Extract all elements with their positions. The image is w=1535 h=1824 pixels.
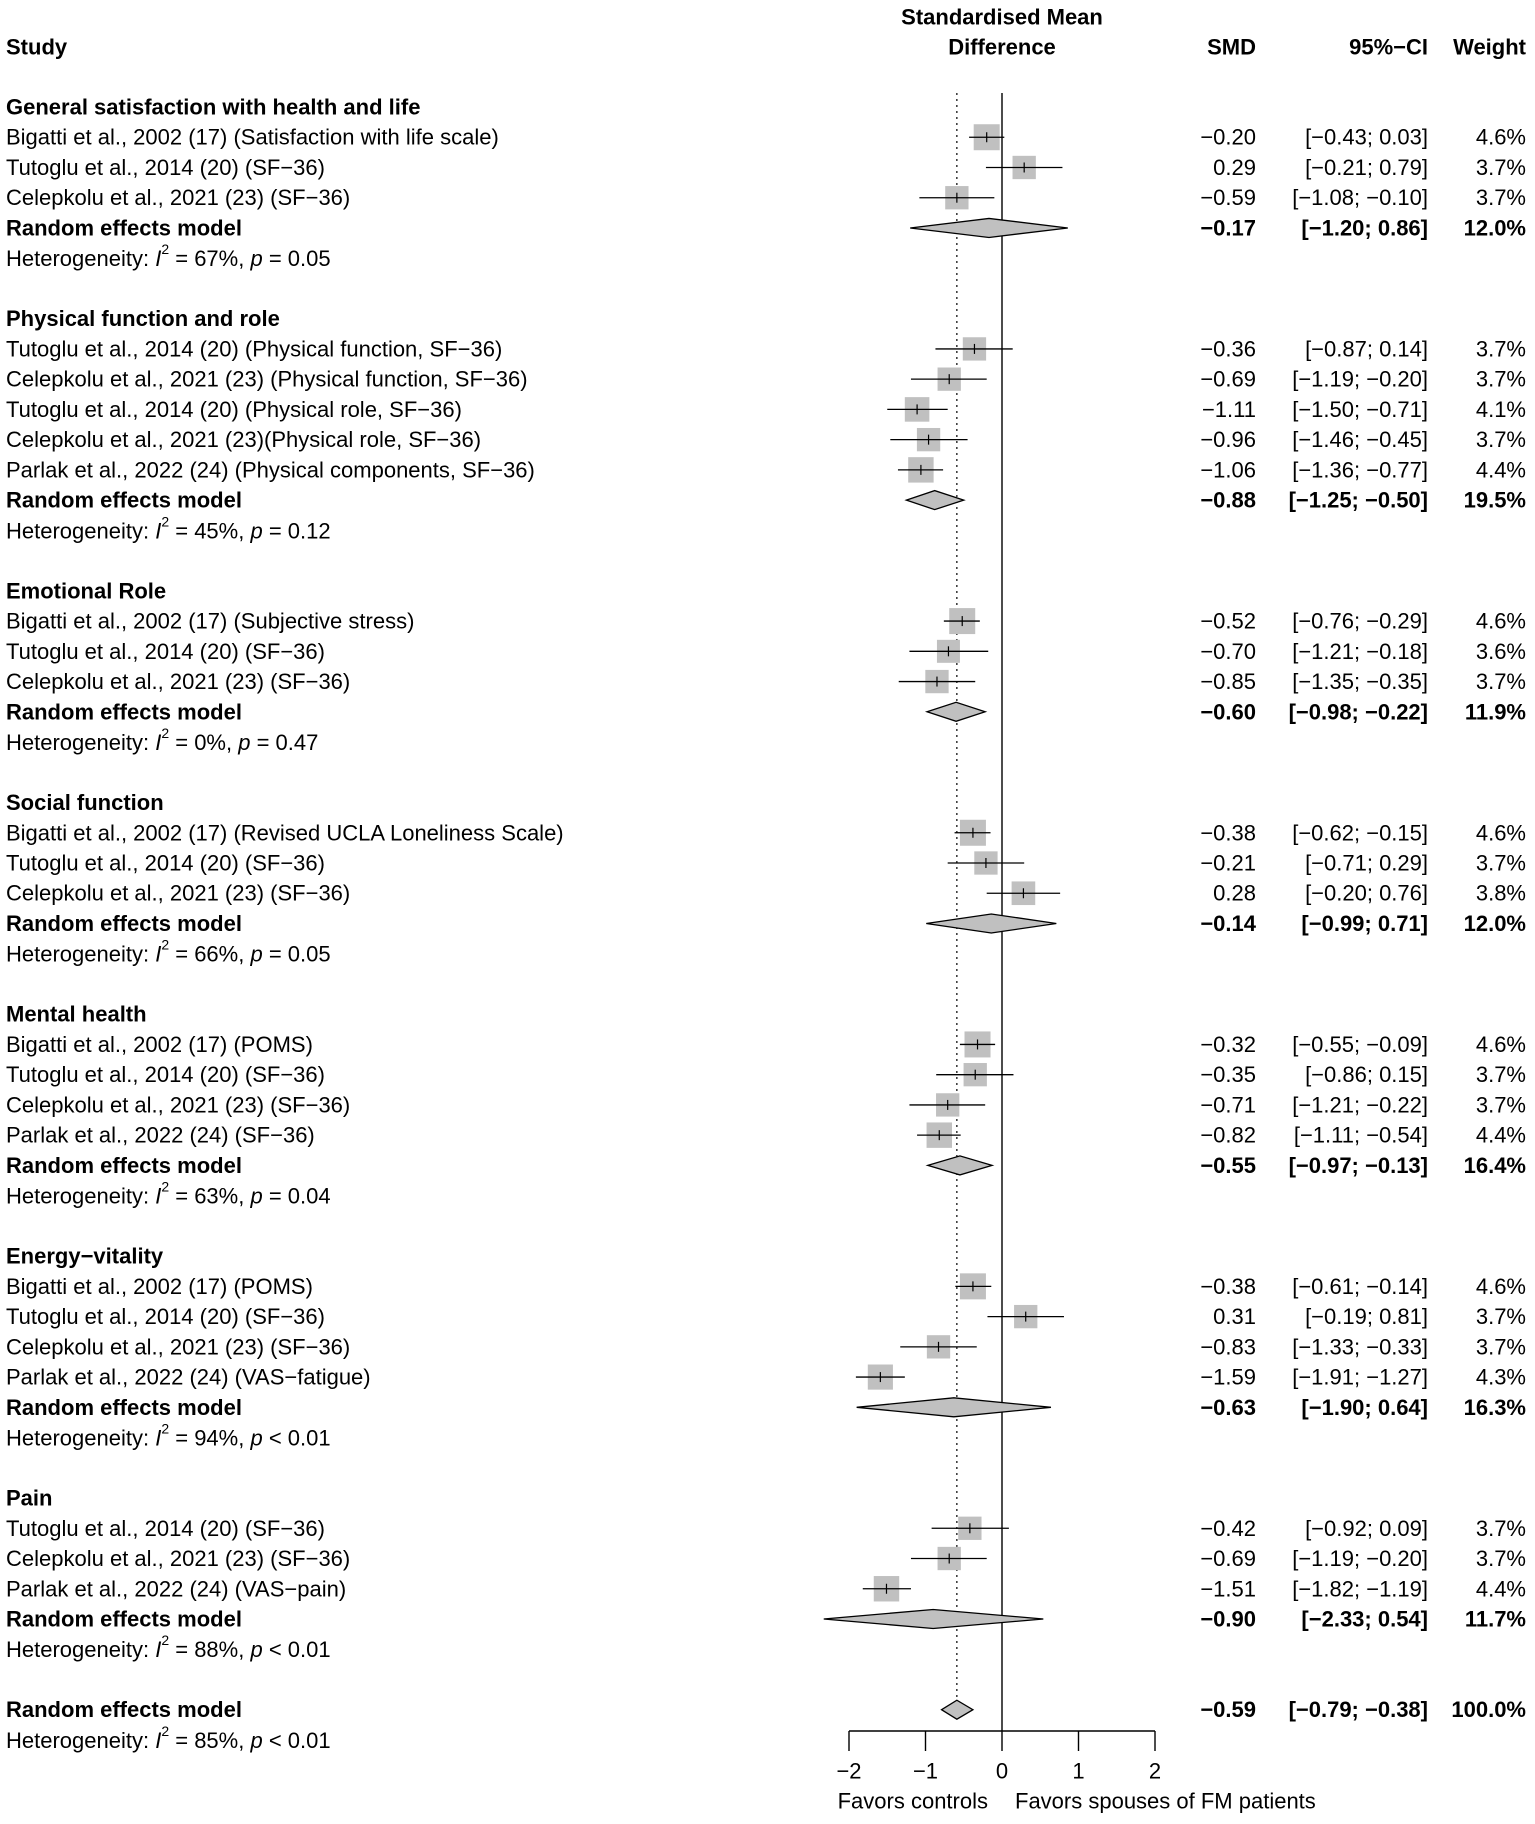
weight-value: 3.7% <box>1475 669 1526 695</box>
weight-value: 3.6% <box>1475 638 1526 664</box>
study-label: Bigatti et al., 2002 (17) (Satisfaction with life scale) <box>6 124 499 150</box>
ci-value: [−1.82; −1.19] <box>1292 1576 1428 1602</box>
het-i: I <box>155 941 162 967</box>
subgroup-title: Physical function and role <box>6 306 280 332</box>
subgroup-diamond <box>928 1156 992 1175</box>
study-label: Bigatti et al., 2002 (17) (Subjective stress) <box>6 608 415 634</box>
het-prefix: Heterogeneity: <box>6 517 156 543</box>
smd-value: −0.60 <box>1200 699 1256 725</box>
het-sup: 2 <box>161 1632 170 1649</box>
het-pval: = 0.05 <box>262 245 331 271</box>
ci-value: [−1.11; −0.54] <box>1293 1122 1428 1148</box>
ci-value: [−0.43; 0.03] <box>1305 124 1428 150</box>
het-pval: = 0.47 <box>250 729 319 755</box>
ci-value: [−0.99; 0.71] <box>1301 910 1428 936</box>
x-tick-label: 2 <box>1148 1758 1162 1784</box>
het-prefix: Heterogeneity: <box>6 245 156 271</box>
smd-value: −0.82 <box>1200 1122 1256 1148</box>
study-label: Celepkolu et al., 2021 (23) (Physical function, SF−36) <box>6 366 528 392</box>
het-p: p <box>250 941 263 967</box>
het-i: I <box>155 1636 162 1662</box>
het-rest: = 88%, <box>169 1636 251 1662</box>
ci-value: [−0.79; −0.38] <box>1288 1697 1428 1723</box>
weight-value: 3.7% <box>1475 1334 1526 1360</box>
smd-value: −1.06 <box>1200 457 1256 483</box>
subgroup-title: General satisfaction with health and life <box>6 94 421 120</box>
heterogeneity-text <box>6 1421 331 1451</box>
het-pval: < 0.01 <box>262 1727 331 1753</box>
random-effects-label: Random effects model <box>6 1152 242 1178</box>
het-p: p <box>250 1425 263 1451</box>
weight-value: 3.7% <box>1475 366 1526 392</box>
header-effect-line1: Standardised Mean <box>901 4 1103 30</box>
het-sup: 2 <box>161 241 170 258</box>
ci-value: [−0.98; −0.22] <box>1288 699 1428 725</box>
smd-value: 0.31 <box>1213 1304 1256 1330</box>
study-label: Celepkolu et al., 2021 (23) (SF−36) <box>6 669 351 695</box>
study-label: Tutoglu et al., 2014 (20) (SF−36) <box>6 638 325 664</box>
study-label: Tutoglu et al., 2014 (20) (SF−36) <box>6 850 325 876</box>
het-p: p <box>250 1183 263 1209</box>
study-label: Tutoglu et al., 2014 (20) (SF−36) <box>6 154 325 180</box>
random-effects-label: Random effects model <box>6 487 242 513</box>
heterogeneity-text <box>6 1179 331 1209</box>
heterogeneity-text <box>6 241 331 271</box>
weight-value: 12.0% <box>1463 215 1526 241</box>
smd-value: −0.71 <box>1200 1092 1256 1118</box>
het-i: I <box>155 1183 162 1209</box>
ci-value: [−0.97; −0.13] <box>1288 1152 1428 1178</box>
heterogeneity-text <box>6 1632 331 1662</box>
ci-value: [−1.25; −0.50] <box>1288 487 1428 513</box>
weight-value: 3.8% <box>1475 880 1526 906</box>
weight-value: 3.7% <box>1475 185 1526 211</box>
het-p: p <box>250 1727 263 1753</box>
weight-value: 3.7% <box>1475 154 1526 180</box>
header-ci: 95%−CI <box>1349 34 1428 60</box>
study-label: Celepkolu et al., 2021 (23) (SF−36) <box>6 880 351 906</box>
study-label: Bigatti et al., 2002 (17) (POMS) <box>6 1273 313 1299</box>
favors-left-label: Favors controls <box>837 1788 988 1814</box>
weight-value: 4.1% <box>1475 396 1526 422</box>
het-i: I <box>155 1727 162 1753</box>
het-pval: < 0.01 <box>262 1425 331 1451</box>
smd-value: −0.70 <box>1200 638 1256 664</box>
study-label: Tutoglu et al., 2014 (20) (SF−36) <box>6 1515 325 1541</box>
ci-value: [−0.71; 0.29] <box>1305 850 1428 876</box>
subgroup-diamond <box>926 914 1056 933</box>
weight-value: 4.6% <box>1475 124 1526 150</box>
het-sup: 2 <box>161 1178 170 1195</box>
random-effects-label: Random effects model <box>6 910 242 936</box>
smd-value: −0.38 <box>1200 1273 1256 1299</box>
smd-value: −0.17 <box>1200 215 1256 241</box>
het-sup: 2 <box>161 1722 170 1739</box>
x-tick-label: 0 <box>995 1758 1009 1784</box>
subgroup-title: Mental health <box>6 1001 147 1027</box>
ci-value: [−1.21; −0.22] <box>1292 1092 1428 1118</box>
weight-value: 3.7% <box>1475 1092 1526 1118</box>
study-label: Parlak et al., 2022 (24) (Physical components, SF−36) <box>6 457 535 483</box>
weight-value: 11.7% <box>1464 1606 1526 1632</box>
study-label: Celepkolu et al., 2021 (23) (SF−36) <box>6 1546 351 1572</box>
het-sup: 2 <box>161 936 170 953</box>
subgroup-diamond <box>857 1398 1051 1417</box>
smd-value: −1.11 <box>1201 396 1256 422</box>
study-label: Bigatti et al., 2002 (17) (Revised UCLA Loneliness Scale) <box>6 820 564 846</box>
ci-value: [−0.55; −0.09] <box>1292 1031 1428 1057</box>
header-study: Study <box>6 34 68 60</box>
weight-value: 4.4% <box>1475 1122 1526 1148</box>
weight-value: 4.4% <box>1475 1576 1526 1602</box>
smd-value: −0.32 <box>1200 1031 1256 1057</box>
het-pval: = 0.04 <box>262 1183 331 1209</box>
x-tick-label: 1 <box>1072 1758 1085 1784</box>
subgroup-title: Pain <box>6 1485 53 1511</box>
het-i: I <box>155 1425 162 1451</box>
weight-value: 3.7% <box>1475 1062 1526 1088</box>
favors-right-label: Favors spouses of FM patients <box>1015 1788 1316 1814</box>
het-sup: 2 <box>161 725 170 742</box>
smd-value: −0.55 <box>1200 1152 1256 1178</box>
weight-value: 3.7% <box>1475 427 1526 453</box>
smd-value: −1.51 <box>1200 1576 1256 1602</box>
smd-value: −0.90 <box>1200 1606 1256 1632</box>
subgroup-diamond <box>910 218 1068 237</box>
smd-value: −0.88 <box>1200 487 1256 513</box>
weight-value: 4.6% <box>1475 820 1526 846</box>
smd-value: −0.14 <box>1200 910 1256 936</box>
het-pval: < 0.01 <box>262 1636 331 1662</box>
study-label: Parlak et al., 2022 (24) (SF−36) <box>6 1122 315 1148</box>
weight-value: 4.6% <box>1475 1031 1526 1057</box>
heterogeneity-text <box>6 513 331 543</box>
smd-value: −0.69 <box>1200 366 1256 392</box>
ci-value: [−1.19; −0.20] <box>1292 366 1428 392</box>
weight-value: 16.4% <box>1463 1152 1526 1178</box>
weight-value: 11.9% <box>1464 699 1526 725</box>
het-i: I <box>155 517 162 543</box>
smd-value: −0.42 <box>1200 1515 1256 1541</box>
ci-value: [−1.46; −0.45] <box>1292 427 1428 453</box>
weight-value: 4.6% <box>1475 608 1526 634</box>
het-rest: = 85%, <box>169 1727 251 1753</box>
smd-value: −1.59 <box>1200 1364 1256 1390</box>
ci-value: [−1.33; −0.33] <box>1292 1334 1428 1360</box>
study-label: Celepkolu et al., 2021 (23)(Physical role, SF−36) <box>6 427 482 453</box>
ci-value: [−0.86; 0.15] <box>1305 1062 1428 1088</box>
study-label: Celepkolu et al., 2021 (23) (SF−36) <box>6 1334 351 1360</box>
ci-value: [−0.19; 0.81] <box>1305 1304 1428 1330</box>
weight-value: 16.3% <box>1463 1394 1526 1420</box>
heterogeneity-text <box>6 725 318 755</box>
ci-value: [−1.08; −0.10] <box>1292 185 1428 211</box>
het-rest: = 67%, <box>169 245 251 271</box>
study-label: Tutoglu et al., 2014 (20) (Physical function, SF−36) <box>6 336 503 362</box>
ci-value: [−1.90; 0.64] <box>1301 1394 1428 1420</box>
smd-value: −0.83 <box>1200 1334 1256 1360</box>
het-p: p <box>250 517 263 543</box>
study-label: Celepkolu et al., 2021 (23) (SF−36) <box>6 185 351 211</box>
het-prefix: Heterogeneity: <box>6 1727 156 1753</box>
study-label: Tutoglu et al., 2014 (20) (Physical role, SF−36) <box>6 396 462 422</box>
ci-value: [−0.21; 0.79] <box>1305 154 1428 180</box>
smd-value: −0.52 <box>1200 608 1256 634</box>
ci-value: [−0.87; 0.14] <box>1305 336 1428 362</box>
weight-value: 19.5% <box>1463 487 1526 513</box>
weight-value: 4.4% <box>1475 457 1526 483</box>
smd-value: −0.36 <box>1200 336 1256 362</box>
header-smd: SMD <box>1207 34 1256 60</box>
study-label: Tutoglu et al., 2014 (20) (SF−36) <box>6 1304 325 1330</box>
x-tick-label: −1 <box>912 1758 939 1784</box>
smd-value: −0.85 <box>1200 669 1256 695</box>
smd-value: −0.20 <box>1200 124 1256 150</box>
ci-value: [−0.61; −0.14] <box>1292 1273 1428 1299</box>
header-weight: Weight <box>1453 34 1526 60</box>
smd-value: 0.29 <box>1213 154 1256 180</box>
random-effects-label: Random effects model <box>6 1606 242 1632</box>
het-prefix: Heterogeneity: <box>6 941 156 967</box>
het-i: I <box>155 729 162 755</box>
het-prefix: Heterogeneity: <box>6 1183 156 1209</box>
subgroup-title: Energy−vitality <box>6 1243 164 1269</box>
het-pval: = 0.12 <box>262 517 331 543</box>
ci-value: [−0.76; −0.29] <box>1292 608 1428 634</box>
study-label: Celepkolu et al., 2021 (23) (SF−36) <box>6 1092 351 1118</box>
ci-value: [−1.19; −0.20] <box>1292 1546 1428 1572</box>
weight-value: 3.7% <box>1475 1304 1526 1330</box>
het-sup: 2 <box>161 1420 170 1437</box>
ci-value: [−0.92; 0.09] <box>1305 1515 1428 1541</box>
het-i: I <box>155 245 162 271</box>
ci-value: [−1.21; −0.18] <box>1292 638 1428 664</box>
het-prefix: Heterogeneity: <box>6 1425 156 1451</box>
random-effects-label: Random effects model <box>6 215 242 241</box>
smd-value: −0.63 <box>1200 1394 1256 1420</box>
weight-value: 3.7% <box>1475 1515 1526 1541</box>
header-effect-line2: Difference <box>948 34 1056 60</box>
study-label: Bigatti et al., 2002 (17) (POMS) <box>6 1031 313 1057</box>
weight-value: 4.6% <box>1475 1273 1526 1299</box>
het-prefix: Heterogeneity: <box>6 1636 156 1662</box>
weight-value: 100.0% <box>1451 1697 1526 1723</box>
weight-value: 3.7% <box>1475 336 1526 362</box>
het-rest: = 63%, <box>169 1183 251 1209</box>
het-rest: = 0%, <box>169 729 239 755</box>
heterogeneity-text <box>6 1723 331 1753</box>
smd-value: −0.96 <box>1200 427 1256 453</box>
ci-value: [−1.35; −0.35] <box>1292 669 1428 695</box>
ci-value: [−1.20; 0.86] <box>1301 215 1428 241</box>
subgroup-diamond <box>927 702 985 721</box>
heterogeneity-text <box>6 937 331 967</box>
smd-value: −0.59 <box>1200 1697 1256 1723</box>
het-p: p <box>250 245 263 271</box>
subgroup-diamond <box>906 491 963 510</box>
study-label: Tutoglu et al., 2014 (20) (SF−36) <box>6 1062 325 1088</box>
smd-value: −0.59 <box>1200 185 1256 211</box>
x-tick-label: −2 <box>836 1758 862 1784</box>
smd-value: 0.28 <box>1213 880 1256 906</box>
weight-value: 3.7% <box>1475 1546 1526 1572</box>
het-pval: = 0.05 <box>262 941 331 967</box>
het-sup: 2 <box>161 513 170 530</box>
het-rest: = 94%, <box>169 1425 251 1451</box>
overall-diamond <box>942 1700 973 1719</box>
ci-value: [−1.91; −1.27] <box>1292 1364 1428 1390</box>
ci-value: [−0.20; 0.76] <box>1305 880 1428 906</box>
smd-value: −0.69 <box>1200 1546 1256 1572</box>
ci-value: [−1.36; −0.77] <box>1292 457 1428 483</box>
ci-value: [−1.50; −0.71] <box>1292 396 1428 422</box>
subgroup-title: Social function <box>6 790 164 816</box>
subgroup-title: Emotional Role <box>6 578 167 604</box>
weight-value: 12.0% <box>1463 910 1526 936</box>
het-p: p <box>238 729 251 755</box>
smd-value: −0.21 <box>1200 850 1256 876</box>
ci-value: [−2.33; 0.54] <box>1301 1606 1428 1632</box>
het-rest: = 45%, <box>169 517 251 543</box>
ci-value: [−0.62; −0.15] <box>1292 820 1428 846</box>
subgroup-diamond <box>824 1610 1044 1629</box>
smd-value: −0.35 <box>1200 1062 1256 1088</box>
study-label: Parlak et al., 2022 (24) (VAS−pain) <box>6 1576 347 1602</box>
het-p: p <box>250 1636 263 1662</box>
random-effects-label: Random effects model <box>6 699 242 725</box>
het-rest: = 66%, <box>169 941 251 967</box>
smd-value: −0.38 <box>1200 820 1256 846</box>
overall-random-effects-label: Random effects model <box>6 1697 242 1723</box>
weight-value: 4.3% <box>1475 1364 1526 1390</box>
study-label: Parlak et al., 2022 (24) (VAS−fatigue) <box>6 1364 371 1390</box>
het-prefix: Heterogeneity: <box>6 729 156 755</box>
weight-value: 3.7% <box>1475 850 1526 876</box>
random-effects-label: Random effects model <box>6 1394 242 1420</box>
